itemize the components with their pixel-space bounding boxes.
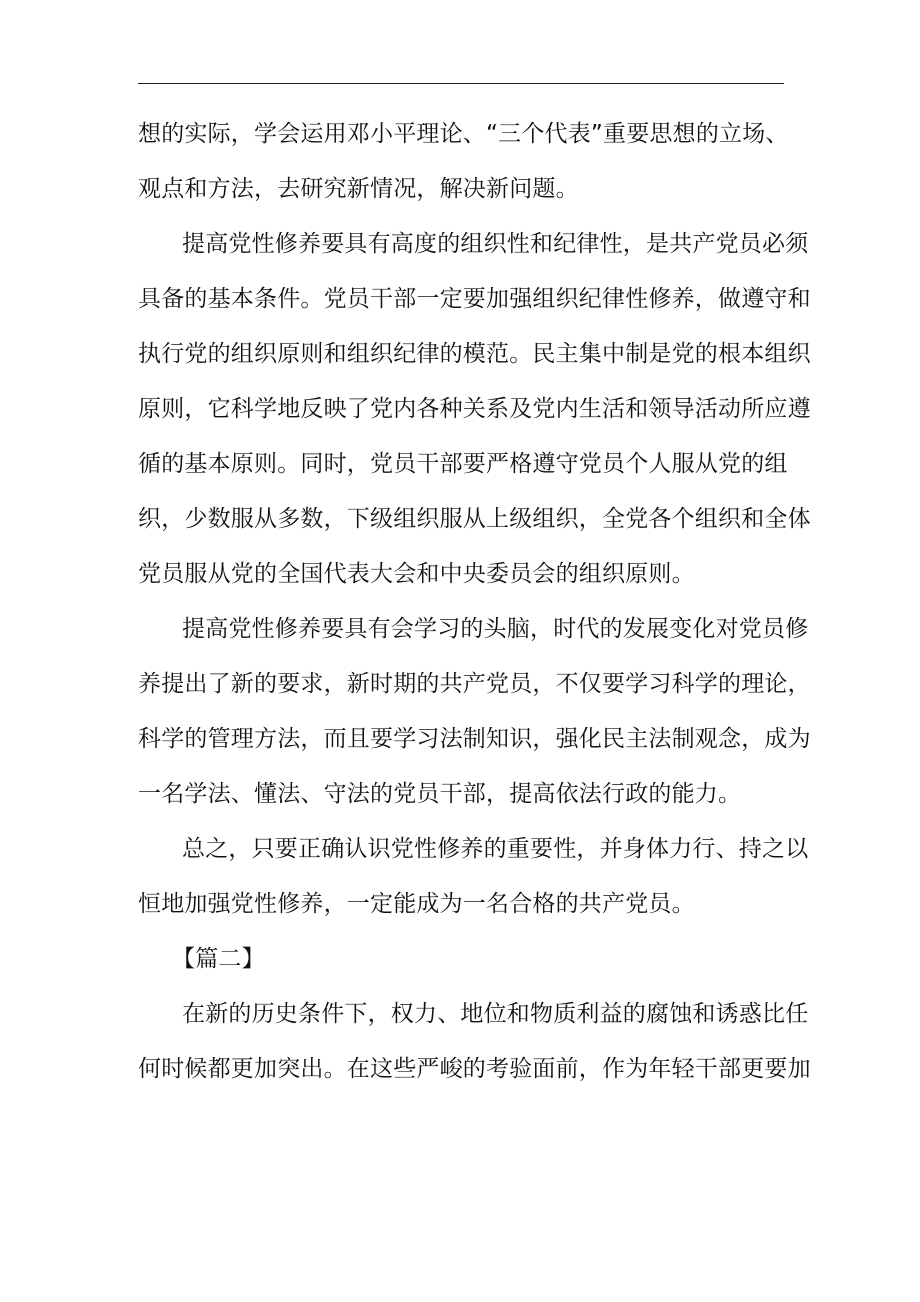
text-line: 养提出了新的要求，新时期的共产党员，不仅要学习科学的理论， — [138, 671, 811, 697]
text-line: 观点和方法，去研究新情况，解决新问题。 — [138, 176, 579, 202]
text-line: 想的实际，学会运用邓小平理论、“三个代表”重要思想的立场、 — [138, 121, 789, 147]
text-line: 总之，只要正确认识党性修养的重要性，并身体力行、持之以 — [182, 836, 809, 862]
text-line: 提高党性修养要具有高度的组织性和纪律性，是共产党员必须 — [182, 231, 809, 257]
text-line: 党员服从党的全国代表大会和中央委员会的组织原则。 — [138, 561, 695, 587]
text-line: 织，少数服从多数，下级组织服从上级组织，全党各个组织和全体 — [138, 506, 811, 532]
text-line: 具备的基本条件。党员干部一定要加强组织纪律性修养，做遵守和 — [138, 286, 811, 312]
text-line: 提高党性修养要具有会学习的头脑，时代的发展变化对党员修 — [182, 616, 809, 642]
text-line: 何时候都更加突出。在这些严峻的考验面前，作为年轻干部更要加 — [138, 1056, 811, 1082]
text-line: 执行党的组织原则和组织纪律的模范。民主集中制是党的根本组织 — [138, 341, 811, 367]
text-line: 原则，它科学地反映了党内各种关系及党内生活和领导活动所应遵 — [138, 396, 811, 422]
text-line: 恒地加强党性修养，一定能成为一名合格的共产党员。 — [138, 891, 695, 917]
header-rule — [138, 83, 784, 84]
text-line: 一名学法、懂法、守法的党员干部，提高依法行政的能力。 — [138, 781, 742, 807]
section-heading: 【篇二】 — [172, 946, 265, 972]
text-line: 在新的历史条件下，权力、地位和物质利益的腐蚀和诱惑比任 — [182, 1001, 809, 1027]
text-line: 循的基本原则。同时，党员干部要严格遵守党员个人服从党的组 — [138, 451, 788, 477]
text-line: 科学的管理方法，而且要学习法制知识，强化民主法制观念，成为 — [138, 726, 811, 752]
